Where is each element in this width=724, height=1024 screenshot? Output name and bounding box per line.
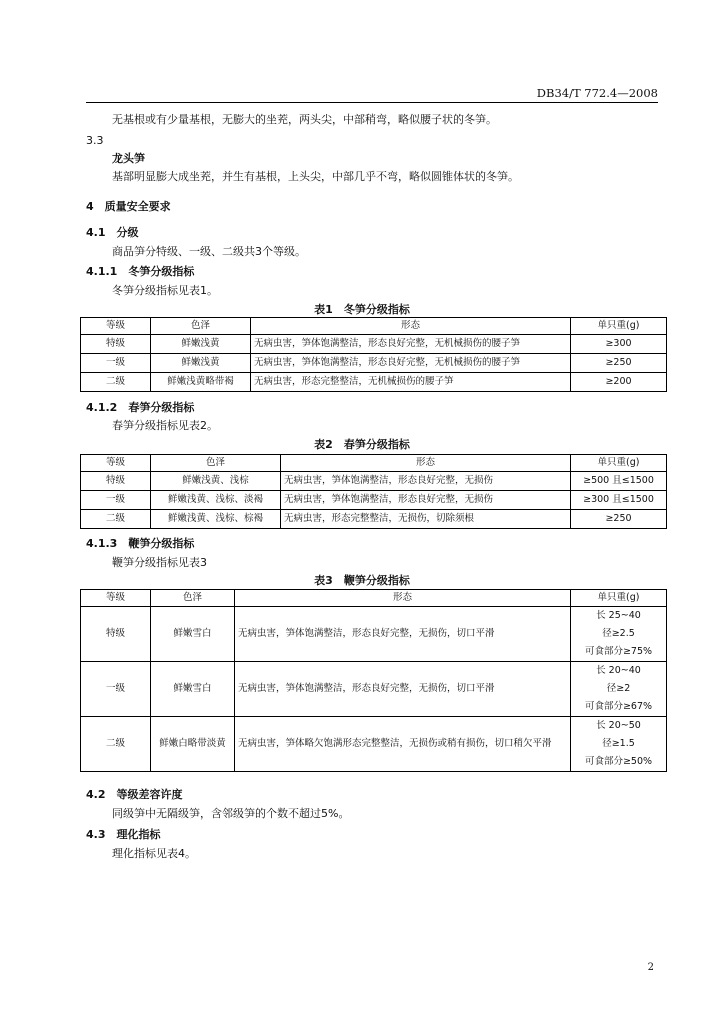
table-row bbox=[81, 373, 667, 392]
color-cell: 鲜嫩雪白 bbox=[151, 662, 235, 717]
table-row bbox=[81, 717, 667, 772]
form-cell: 无病虫害，笋体饱满整洁，形态良好完整，无机械损伤的腰子笋 bbox=[251, 335, 571, 354]
section-4-1-3-title: 4.1.3 鞭笋分级指标 bbox=[86, 537, 195, 550]
form-cell: 无病虫害，形态完整整洁，无机械损伤的腰子笋 bbox=[251, 373, 571, 392]
form-cell: 无病虫害，笋体饱满整洁，形态良好完整，无损伤 bbox=[281, 491, 571, 510]
color-cell: 鲜嫩雪白 bbox=[151, 607, 235, 662]
color-cell: 鲜嫩浅黄、浅棕 bbox=[151, 472, 281, 491]
header-cell: 形态 bbox=[235, 590, 571, 607]
table-row bbox=[81, 510, 667, 529]
table-row bbox=[81, 335, 667, 354]
table3-caption: 表3 鞭笋分级指标 bbox=[314, 574, 410, 587]
paragraph-dongsun-definition: 无基根或有少量基根，无膨大的坐茺，两头尖，中部稍弯，略似腰子状的冬笋。 bbox=[112, 113, 497, 126]
header-cell: 色泽 bbox=[151, 590, 235, 607]
grade-cell: 二级 bbox=[81, 373, 151, 392]
header-cell: 色泽 bbox=[151, 318, 251, 335]
form-cell: 无病虫害，形态完整整洁，无损伤，切除须根 bbox=[281, 510, 571, 529]
grade-cell: 一级 bbox=[81, 491, 151, 510]
paragraph-table4-ref: 理化指标见表4。 bbox=[112, 847, 196, 860]
weight-cell: ≥250 bbox=[571, 354, 667, 373]
spec-diameter: 径≥2.5 bbox=[602, 628, 635, 639]
table1-caption: 表1 冬笋分级指标 bbox=[314, 303, 410, 316]
color-cell: 鲜嫩浅黄 bbox=[151, 335, 251, 354]
grade-cell: 特级 bbox=[81, 607, 151, 662]
spec-diameter: 径≥2 bbox=[606, 683, 631, 694]
table3-biansun bbox=[80, 589, 667, 772]
section-4-3-title: 4.3 理化指标 bbox=[86, 828, 161, 841]
header-cell: 等级 bbox=[81, 318, 151, 335]
paragraph-tolerance: 同级笋中无隔级笋，含邻级笋的个数不超过5%。 bbox=[112, 807, 350, 820]
color-cell: 鲜嫩浅黄 bbox=[151, 354, 251, 373]
form-cell: 无病虫害，笋体饱满整洁，形态良好完整，无损伤，切口平滑 bbox=[235, 607, 571, 662]
header-cell: 色泽 bbox=[151, 455, 281, 472]
color-cell: 鲜嫩浅黄略带褐 bbox=[151, 373, 251, 392]
form-cell: 无病虫害，笋体饱满整洁，形态良好完整，无机械损伤的腰子笋 bbox=[251, 354, 571, 373]
table-row bbox=[81, 491, 667, 510]
table-header-row bbox=[81, 590, 667, 607]
grade-cell: 二级 bbox=[81, 717, 151, 772]
weight-cell: ≥250 bbox=[571, 510, 667, 529]
color-cell: 鲜嫩浅黄、浅棕、棕褐 bbox=[151, 510, 281, 529]
spec-diameter: 径≥1.5 bbox=[602, 738, 635, 749]
grade-cell: 一级 bbox=[81, 662, 151, 717]
grade-cell: 一级 bbox=[81, 354, 151, 373]
spec-length: 长 20~50 bbox=[596, 720, 641, 731]
spec-edible: 可食部分≥50% bbox=[584, 756, 653, 767]
header-cell: 单只重(g) bbox=[571, 455, 667, 472]
spec-length: 长 25~40 bbox=[596, 610, 641, 621]
color-cell: 鲜嫩浅黄、浅棕、淡褐 bbox=[151, 491, 281, 510]
spec-edible: 可食部分≥75% bbox=[584, 646, 653, 657]
spec-cell bbox=[571, 662, 667, 717]
section-3-3-title: 龙头笋 bbox=[112, 152, 145, 165]
form-cell: 无病虫害，笋体饱满整洁，形态良好完整，无损伤，切口平滑 bbox=[235, 662, 571, 717]
form-cell: 无病虫害，笋体饱满整洁，形态良好完整，无损伤 bbox=[281, 472, 571, 491]
table-row bbox=[81, 472, 667, 491]
table1-dongsun bbox=[80, 317, 667, 392]
spec-cell bbox=[571, 607, 667, 662]
paragraph-table3-ref: 鞭笋分级指标见表3 bbox=[112, 556, 207, 569]
section-4-title: 4 质量安全要求 bbox=[86, 200, 171, 213]
section-4-1-title: 4.1 分级 bbox=[86, 226, 139, 239]
header-cell: 单只重(g) bbox=[571, 318, 667, 335]
weight-cell: ≥500 且≤1500 bbox=[571, 472, 667, 491]
section-3-3-number: 3.3 bbox=[86, 134, 104, 147]
color-cell: 鲜嫩白略带淡黄 bbox=[151, 717, 235, 772]
header-rule bbox=[86, 102, 658, 103]
page-number: 2 bbox=[647, 962, 654, 973]
spec-cell bbox=[571, 717, 667, 772]
grade-cell: 二级 bbox=[81, 510, 151, 529]
table-header-row bbox=[81, 455, 667, 472]
header-cell: 等级 bbox=[81, 455, 151, 472]
section-4-1-1-title: 4.1.1 冬笋分级指标 bbox=[86, 265, 195, 278]
header-cell: 形态 bbox=[251, 318, 571, 335]
table-row bbox=[81, 354, 667, 373]
weight-cell: ≥300 且≤1500 bbox=[571, 491, 667, 510]
table-row bbox=[81, 607, 667, 662]
table2-chunsun bbox=[80, 454, 667, 529]
form-cell: 无病虫害，笋体略欠饱满形态完整整洁，无损伤或稍有损伤，切口稍欠平滑 bbox=[235, 717, 571, 772]
table-header-row bbox=[81, 318, 667, 335]
paragraph-grades: 商品笋分特级、一级、二级共3个等级。 bbox=[112, 245, 306, 258]
grade-cell: 特级 bbox=[81, 335, 151, 354]
weight-cell: ≥300 bbox=[571, 335, 667, 354]
weight-cell: ≥200 bbox=[571, 373, 667, 392]
section-4-2-title: 4.2 等级差容许度 bbox=[86, 788, 183, 801]
table-row bbox=[81, 662, 667, 717]
header-cell: 单只重(g) bbox=[571, 590, 667, 607]
spec-length: 长 20~40 bbox=[596, 665, 641, 676]
header-cell: 形态 bbox=[281, 455, 571, 472]
section-4-1-2-title: 4.1.2 春笋分级指标 bbox=[86, 401, 195, 414]
table2-caption: 表2 春笋分级指标 bbox=[314, 438, 410, 451]
paragraph-longtousun: 基部明显膨大成坐茺，并生有基根，上头尖，中部几乎不弯，略似圆锥体状的冬笋。 bbox=[112, 170, 519, 183]
document-id: DB34/T 772.4—2008 bbox=[536, 86, 658, 100]
header-cell: 等级 bbox=[81, 590, 151, 607]
spec-edible: 可食部分≥67% bbox=[584, 701, 653, 712]
paragraph-table1-ref: 冬笋分级指标见表1。 bbox=[112, 284, 218, 297]
paragraph-table2-ref: 春笋分级指标见表2。 bbox=[112, 419, 218, 432]
grade-cell: 特级 bbox=[81, 472, 151, 491]
